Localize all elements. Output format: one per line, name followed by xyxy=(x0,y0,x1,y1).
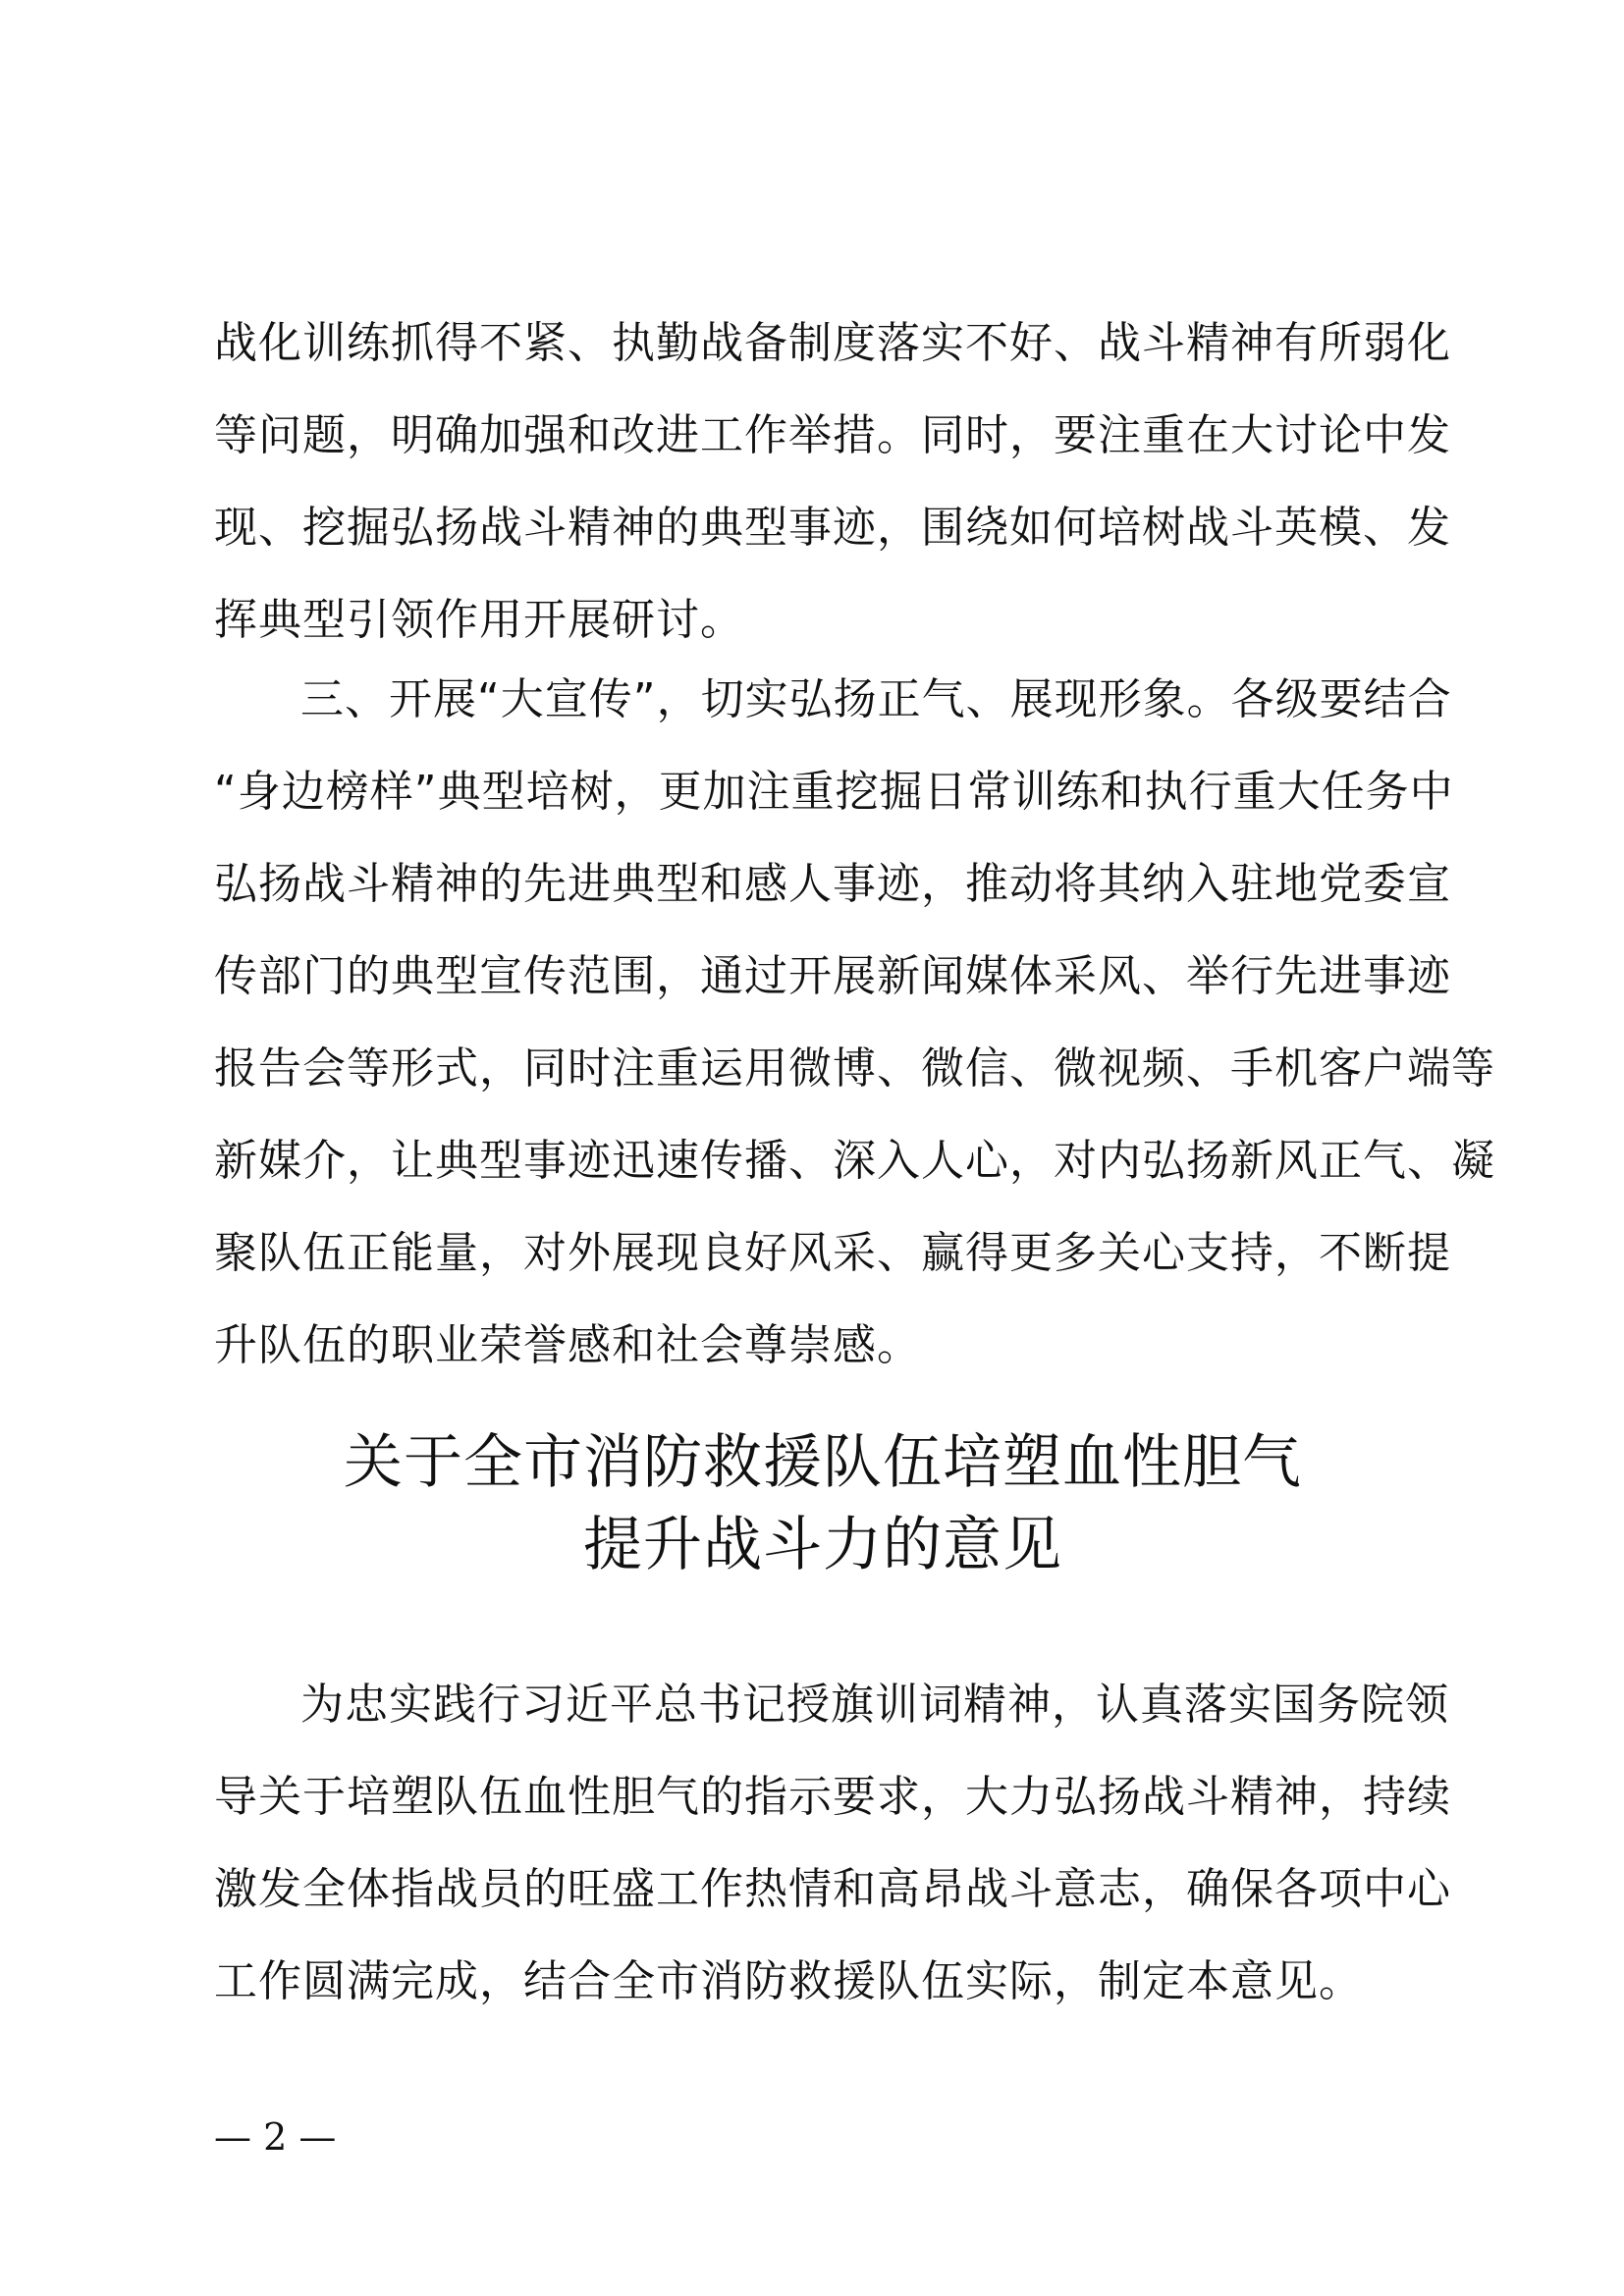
text-line: 激发全体指战员的旺盛工作热情和高昂战斗意志，确保各项中心 xyxy=(214,1864,1451,1914)
title-line: 关于全市消防救援队伍培塑血性胆气 xyxy=(344,1428,1302,1497)
paragraph-preamble xyxy=(214,1659,1451,2028)
text-line: 挥典型引领作用开展研讨。 xyxy=(214,595,744,645)
text-line: 弘扬战斗精神的先进典型和感人事迹，推动将其纳入驻地党委宣 xyxy=(214,859,1451,909)
text-line: 传部门的典型宣传范围，通过开展新闻媒体采风、举行先进事迹 xyxy=(214,951,1451,1001)
text-line: 战化训练抓得不紧、执勤战备制度落实不好、战斗精神有所弱化 xyxy=(214,318,1451,368)
text-line: 新媒介，让典型事迹迅速传播、深入人心，对内弘扬新风正气、凝 xyxy=(214,1136,1495,1186)
text-line: 为忠实践行习近平总书记授旗训词精神，认真落实国务院领 xyxy=(300,1680,1449,1730)
text-line: 三、开展“大宣传”，切实弘扬正气、展现形象。各级要结合 xyxy=(300,674,1452,724)
text-line: “身边榜样”典型培树，更加注重挖掘日常训练和执行重大任务中 xyxy=(214,767,1454,817)
text-line: 工作圆满完成，结合全市消防救援队伍实际，制定本意见。 xyxy=(214,1956,1363,2006)
text-line: 等问题，明确加强和改进工作举措。同时，要注重在大讨论中发 xyxy=(214,410,1451,460)
paragraph-continued xyxy=(214,297,1451,667)
text-line: 升队伍的职业荣誉感和社会尊崇感。 xyxy=(214,1320,921,1370)
document-title xyxy=(214,1421,1432,1586)
text-line: 导关于培塑队伍血性胆气的指示要求，大力弘扬战斗精神，持续 xyxy=(214,1772,1451,1822)
page-number: — 2 — xyxy=(214,2115,337,2159)
paragraph-section-three xyxy=(214,654,1495,1392)
title-line: 提升战斗力的意见 xyxy=(583,1511,1062,1579)
text-line: 报告会等形式，同时注重运用微博、微信、微视频、手机客户端等 xyxy=(214,1043,1495,1094)
text-line: 现、挖掘弘扬战斗精神的典型事迹，围绕如何培树战斗英模、发 xyxy=(214,503,1451,553)
text-line: 聚队伍正能量，对外展现良好风采、赢得更多关心支持，不断提 xyxy=(214,1228,1451,1278)
